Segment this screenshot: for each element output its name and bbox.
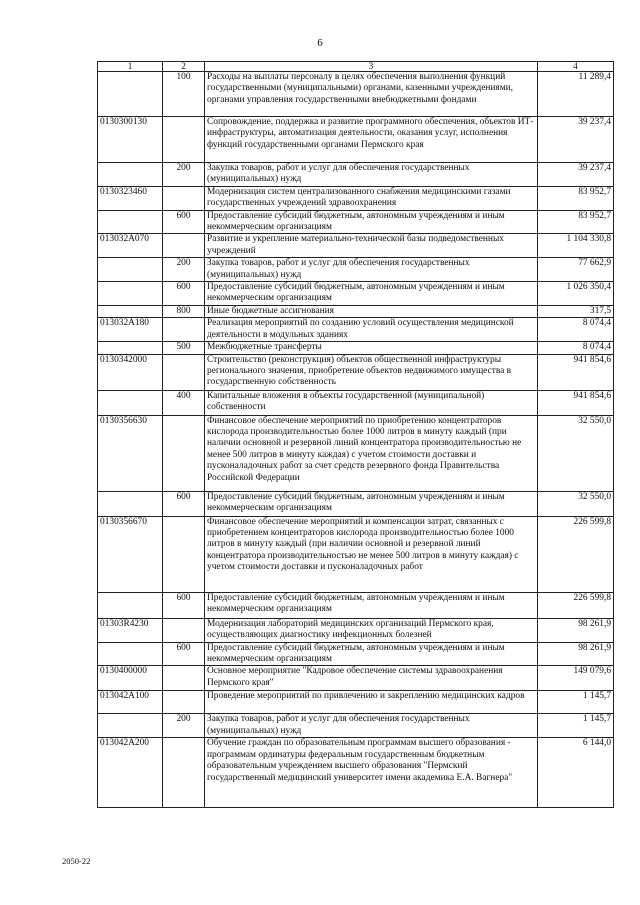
row-name-cell: Строительство (реконструкция) объектов общественной инфраструктуры регионального значения, приобретение объектов недвижимого имущества в государственную собственность: [205, 354, 538, 390]
row-name-cell: Предоставление субсидий бюджетным, автономным учреждениям и иным некоммерческим организациям: [205, 642, 538, 666]
row-name-cell: Модернизация лабораторий медицинских организаций Пермского края, осуществляющих диагностику инфекционных болезней: [205, 618, 538, 642]
row-code-cell: 013042А100: [98, 691, 163, 714]
row-amount-cell: 98 261,9: [538, 618, 614, 642]
row-expense-type-cell: [163, 415, 205, 491]
row-name-cell: Закупка товаров, работ и услуг для обеспечения государственных (муниципальных) нужд: [205, 258, 538, 282]
row-name-cell: Закупка товаров, работ и услуг для обеспечения государственных (муниципальных) нужд: [205, 163, 538, 187]
row-code-cell: 0130300130: [98, 117, 163, 163]
row-code-cell: [98, 210, 163, 234]
row-amount-cell: 941 854,6: [538, 354, 614, 390]
row-expense-type-cell: [163, 618, 205, 642]
row-amount-cell: 1 145,7: [538, 691, 614, 714]
row-name-cell: Предоставление субсидий бюджетным, автономным учреждениям и иным некоммерческим организациям: [205, 210, 538, 234]
row-code-cell: [98, 163, 163, 187]
row-amount-cell: 1 104 330,8: [538, 234, 614, 258]
row-name-cell: Межбюджетные трансферты: [205, 342, 538, 354]
row-expense-type-cell: [163, 186, 205, 210]
row-expense-type-cell: 600: [163, 491, 205, 516]
table-row: [98, 714, 614, 738]
row-code-cell: 013032А180: [98, 318, 163, 342]
row-name-cell: Иные бюджетные ассигнования: [205, 305, 538, 317]
row-code-cell: 013042А200: [98, 738, 163, 808]
row-expense-type-cell: 400: [163, 390, 205, 415]
row-name-cell: Модернизация систем централизованного снабжения медицинскими газами государственных учреждений здравоохранения: [205, 186, 538, 210]
row-name-cell: Капитальные вложения в объекты государственной (муниципальной) собственности: [205, 390, 538, 415]
row-amount-cell: 226 599,8: [538, 516, 614, 592]
row-name-cell: Развитие и укрепление материально-технической базы подведомственных учреждений: [205, 234, 538, 258]
table-row: [98, 318, 614, 342]
row-expense-type-cell: [163, 666, 205, 691]
row-amount-cell: 1 026 350,4: [538, 282, 614, 306]
row-code-cell: 01303R4230: [98, 618, 163, 642]
row-expense-type-cell: 100: [163, 72, 205, 117]
table-row: [98, 618, 614, 642]
row-amount-cell: 39 237,4: [538, 117, 614, 163]
row-name-cell: Предоставление субсидий бюджетным, автономным учреждениям и иным некоммерческим организациям: [205, 592, 538, 618]
row-expense-type-cell: [163, 738, 205, 808]
row-amount-cell: 941 854,6: [538, 390, 614, 415]
row-code-cell: [98, 642, 163, 666]
row-expense-type-cell: 800: [163, 305, 205, 317]
table-row: [98, 210, 614, 234]
table-row: [98, 305, 614, 317]
row-name-cell: Реализация мероприятий по созданию условий осуществления медицинской деятельности в модульных зданиях: [205, 318, 538, 342]
row-code-cell: 0130356630: [98, 415, 163, 491]
row-code-cell: 0130356670: [98, 516, 163, 592]
table-row: [98, 234, 614, 258]
row-code-cell: [98, 714, 163, 738]
row-name-cell: Финансовое обеспечение мероприятий и компенсации затрат, связанных с приобретением концентраторов кислорода производительностью более 1000 литров в минуту каждый (при наличии основной и резервной линий концентратора производительностью не менее 500 литров в минуту каждая) с учетом стоимости доставки и пусконаладочных работ: [205, 516, 538, 592]
row-expense-type-cell: [163, 516, 205, 592]
row-code-cell: [98, 491, 163, 516]
row-code-cell: [98, 72, 163, 117]
row-expense-type-cell: [163, 318, 205, 342]
row-amount-cell: 8 074,4: [538, 318, 614, 342]
table-row: [98, 738, 614, 808]
row-expense-type-cell: [163, 691, 205, 714]
row-expense-type-cell: [163, 234, 205, 258]
row-code-cell: 0130323460: [98, 186, 163, 210]
row-code-cell: [98, 282, 163, 306]
row-amount-cell: 226 599,8: [538, 592, 614, 618]
row-expense-type-cell: 200: [163, 163, 205, 187]
row-name-cell: Предоставление субсидий бюджетным, автономным учреждениям и иным некоммерческим организациям: [205, 491, 538, 516]
row-name-cell: Основное мероприятие "Кадровое обеспечение системы здравоохранения Пермского края": [205, 666, 538, 691]
row-amount-cell: 6 144,0: [538, 738, 614, 808]
document-code: 2050-22: [62, 856, 91, 866]
row-expense-type-cell: 600: [163, 210, 205, 234]
row-expense-type-cell: 200: [163, 714, 205, 738]
row-expense-type-cell: 600: [163, 642, 205, 666]
table-row: [98, 666, 614, 691]
row-amount-cell: 149 079,6: [538, 666, 614, 691]
row-expense-type-cell: 200: [163, 258, 205, 282]
row-amount-cell: 83 952,7: [538, 186, 614, 210]
row-code-cell: 0130400000: [98, 666, 163, 691]
row-expense-type-cell: 500: [163, 342, 205, 354]
header-col-3: 3: [205, 62, 538, 72]
row-name-cell: Проведение мероприятий по привлечению и закреплению медицинских кадров: [205, 691, 538, 714]
row-code-cell: [98, 305, 163, 317]
row-amount-cell: 11 289,4: [538, 72, 614, 117]
table-row: [98, 592, 614, 618]
row-amount-cell: 32 550,0: [538, 491, 614, 516]
table-row: [98, 117, 614, 163]
row-code-cell: 013032А070: [98, 234, 163, 258]
row-code-cell: [98, 390, 163, 415]
table-row: [98, 390, 614, 415]
table-row: [98, 282, 614, 306]
table-row: [98, 163, 614, 187]
row-expense-type-cell: 600: [163, 592, 205, 618]
row-amount-cell: 98 261,9: [538, 642, 614, 666]
row-expense-type-cell: [163, 354, 205, 390]
row-expense-type-cell: [163, 117, 205, 163]
table-row: [98, 691, 614, 714]
table-row: [98, 258, 614, 282]
row-name-cell: Расходы на выплаты персоналу в целях обеспечения выполнения функций государственными (муниципальными) органами, казенными учреждениями, органами управления государственными внебюджетными фондами: [205, 72, 538, 117]
table-body: [98, 72, 614, 808]
row-amount-cell: 39 237,4: [538, 163, 614, 187]
row-expense-type-cell: 600: [163, 282, 205, 306]
budget-table: [97, 61, 614, 808]
header-col-4: 4: [538, 62, 614, 72]
row-code-cell: 0130342000: [98, 354, 163, 390]
header-col-2: 2: [163, 62, 205, 72]
table-row: [98, 354, 614, 390]
row-amount-cell: 317,5: [538, 305, 614, 317]
table-row: [98, 72, 614, 117]
row-amount-cell: 32 550,0: [538, 415, 614, 491]
table-row: [98, 415, 614, 491]
row-code-cell: [98, 258, 163, 282]
table-row: [98, 516, 614, 592]
table-row: [98, 186, 614, 210]
row-code-cell: [98, 342, 163, 354]
row-name-cell: Закупка товаров, работ и услуг для обеспечения государственных (муниципальных) нужд: [205, 714, 538, 738]
row-amount-cell: 83 952,7: [538, 210, 614, 234]
row-name-cell: Сопровождение, поддержка и развитие программного обеспечения, объектов ИТ-инфраструктуры, автоматизация деятельности, оказания услуг, исполнения функций государственными органами Пермского края: [205, 117, 538, 163]
header-col-1: 1: [98, 62, 163, 72]
row-amount-cell: 77 662,9: [538, 258, 614, 282]
row-amount-cell: 8 074,4: [538, 342, 614, 354]
table-header-row: [98, 62, 614, 72]
table-row: [98, 642, 614, 666]
row-code-cell: [98, 592, 163, 618]
row-name-cell: Предоставление субсидий бюджетным, автономным учреждениям и иным некоммерческим организациям: [205, 282, 538, 306]
row-name-cell: Обучение граждан по образовательным программам высшего образования - программам ординатуры федеральным государственным бюджетным образовательным учреждением высшего образования "Пермский государственный медицинский университет имени академика Е.А. Вагнера": [205, 738, 538, 808]
row-name-cell: Финансовое обеспечение мероприятий по приобретению концентраторов кислорода производительностью более 1000 литров в минуту каждый (при наличии основной и резервной линий концентратора производительностью не менее 500 литров в минуту каждая) с учетом стоимости доставки и пусконаладочных работ за счет средств резервного фонда Правительства Российской Федерации: [205, 415, 538, 491]
table-row: [98, 491, 614, 516]
table-row: [98, 342, 614, 354]
row-amount-cell: 1 145,7: [538, 714, 614, 738]
page-number: 6: [317, 37, 323, 49]
